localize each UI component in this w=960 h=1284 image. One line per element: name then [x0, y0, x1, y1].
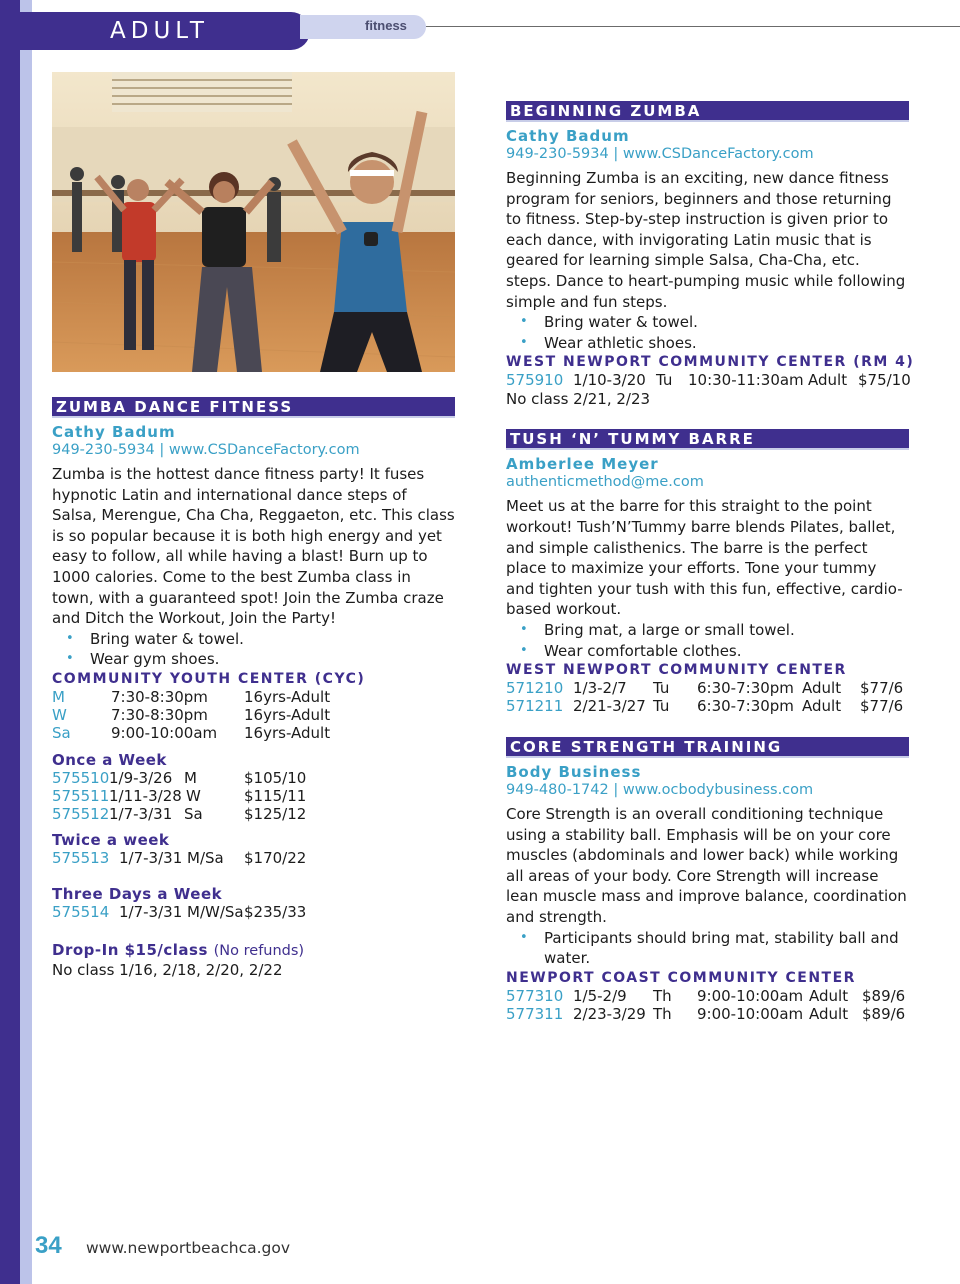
course-code[interactable]: 575512 — [52, 804, 110, 823]
course-fee: $89/6 — [862, 1004, 906, 1023]
instructor-name: Cathy Badum — [52, 423, 176, 441]
course-code[interactable]: 577311 — [506, 1004, 564, 1023]
section-heading: TUSH ‘N’ TUMMY BARRE — [506, 429, 909, 450]
right-column — [506, 101, 915, 1023]
schedule-age: 16yrs-Adult — [244, 705, 331, 724]
course-row — [52, 787, 455, 805]
instructor-name: Body Business — [506, 763, 642, 782]
course-age: Adult — [802, 697, 842, 716]
course-age: Adult — [808, 371, 848, 390]
list-item: • Bring mat, a large or small towel. — [506, 620, 909, 641]
core-strength-section — [506, 737, 909, 1023]
instructor-contact[interactable]: 949-230-5934 | www.CSDanceFactory.com — [52, 442, 360, 458]
course-day: W — [186, 786, 201, 805]
instructor-contact[interactable]: 949-230-5934 | www.CSDanceFactory.com — [506, 146, 814, 162]
course-dates: 1/9-3/26 — [109, 768, 173, 787]
page-number: 34 — [35, 1232, 62, 1259]
header-rule — [426, 26, 960, 27]
drop-in-heading — [52, 941, 455, 960]
course-row — [506, 679, 909, 697]
list-item: • Participants should bring mat, stability ball and water. — [506, 928, 909, 969]
course-fee: $125/12 — [244, 804, 307, 823]
course-code[interactable]: 575510 — [52, 768, 110, 787]
course-code[interactable]: 577310 — [506, 986, 564, 1005]
course-dates: 1/7-3/31 — [109, 804, 173, 823]
sidebar-band — [0, 0, 20, 1284]
instructor-contact[interactable]: authenticmethod@me.com — [506, 474, 704, 491]
schedule-age: 16yrs-Adult — [244, 687, 331, 706]
instructor-contact[interactable]: 949-480-1742 | www.ocbodybusiness.com — [506, 782, 814, 799]
class-description: Meet us at the barre for this straight to the point workout! Tush’N’Tummy barre blends Pilates, ballet, and simple calisthenics. The barre is the perfect place to maximize your efforts. Tone your tummy and tighten your tush with this fun, effective, cardio-based workout. — [506, 497, 903, 619]
schedule-day: M — [52, 687, 65, 706]
schedule-row — [52, 688, 455, 706]
sidebar-band-light — [20, 0, 32, 1284]
course-row — [52, 769, 455, 787]
course-dates: 1/7-3/31 — [119, 848, 183, 867]
beginning-zumba-section — [506, 101, 915, 409]
schedule-row — [52, 724, 455, 742]
course-dates: 1/3-2/7 — [573, 679, 627, 698]
category-label: fitness — [365, 18, 407, 33]
course-dates: 2/21-3/27 — [573, 697, 646, 716]
section-heading: BEGINNING ZUMBA — [506, 101, 909, 122]
class-description: Zumba is the hottest dance fitness party! It fuses hypnotic Latin and international dance steps of Salsa, Merengue, Cha Cha, Reggaeton, etc. This class is so popular because it is both high energy and yet easy to follow, all while having a blast! Burn up to 1000 calories. Come to the best Zumba class in town, with a guaranteed spot! Join the Zumba craze and Ditch the Workout, Join the Party! — [52, 465, 455, 628]
course-day: Tu — [653, 679, 670, 698]
course-dates: 2/23-3/29 — [573, 1004, 646, 1023]
course-day: Tu — [656, 371, 673, 390]
course-age: Adult — [809, 986, 849, 1005]
class-location: COMMUNITY YOUTH CENTER (CYC) — [52, 670, 366, 687]
course-day: Th — [653, 986, 672, 1005]
course-fee: $89/6 — [862, 986, 906, 1005]
class-requirements — [506, 312, 909, 353]
schedule-time: 7:30-8:30pm — [111, 705, 208, 724]
class-requirements — [506, 620, 909, 661]
schedule-age: 16yrs-Adult — [244, 723, 331, 742]
course-dates: 1/10-3/20 — [573, 371, 646, 390]
course-row — [52, 849, 455, 867]
no-class-dates: No class 2/21, 2/23 — [506, 390, 651, 409]
zumba-dance-fitness-section — [52, 397, 455, 980]
course-code[interactable]: 571211 — [506, 697, 564, 716]
schedule-time: 9:00-10:00am — [111, 723, 218, 742]
course-time: 6:30-7:30pm — [697, 679, 794, 698]
course-row — [506, 1005, 909, 1023]
class-description: Beginning Zumba is an exciting, new dance fitness program for seniors, beginners and those returning to fitness. Step-by-step instruction is given prior to each dance, with invigorating Latin music that is geared for learning simple Salsa, Cha-Cha, etc. steps. Dance to heart-pumping music while following simple and fun steps. — [506, 169, 906, 311]
course-day: M/Sa — [187, 848, 224, 867]
course-fee: $77/6 — [860, 697, 904, 716]
section-heading: ZUMBA DANCE FITNESS — [52, 397, 455, 418]
course-fee: $105/10 — [244, 768, 307, 787]
course-dates: 1/11-3/28 — [109, 786, 182, 805]
zumba-class-photo — [52, 72, 455, 372]
course-dates: 1/7-3/31 — [119, 902, 183, 921]
course-day: M/W/Sa — [187, 902, 244, 921]
twice-a-week-heading: Twice a week — [52, 830, 170, 849]
course-row — [506, 697, 909, 715]
course-fee: $77/6 — [860, 679, 904, 698]
class-location: WEST NEWPORT COMMUNITY CENTER — [506, 662, 847, 679]
once-a-week-heading: Once a Week — [52, 750, 167, 769]
course-day: M — [184, 768, 197, 787]
schedule-time: 7:30-8:30pm — [111, 687, 208, 706]
category-pill — [300, 15, 426, 39]
class-location: NEWPORT COAST COMMUNITY CENTER — [506, 969, 856, 986]
course-row — [52, 805, 455, 823]
schedule-day: Sa — [52, 723, 71, 742]
course-day: Tu — [653, 697, 670, 716]
list-item: • Bring water & towel. — [52, 629, 455, 650]
course-code[interactable]: 575910 — [506, 371, 564, 390]
list-item: • Bring water & towel. — [506, 312, 909, 333]
course-day: Th — [653, 1004, 672, 1023]
course-code[interactable]: 575514 — [52, 902, 110, 921]
course-row — [506, 371, 909, 389]
course-time: 6:30-7:30pm — [697, 697, 794, 716]
section-heading: CORE STRENGTH TRAINING — [506, 737, 909, 758]
list-item: • Wear gym shoes. — [52, 649, 455, 670]
instructor-name: Amberlee Meyer — [506, 455, 659, 474]
class-description: Core Strength is an overall conditioning technique using a stability ball. Emphasis will be on your core muscles (abdominals and lower back) while working all areas of your body. Core Strength will increase lean muscle mass and improve balance, coordination and strength. — [506, 805, 907, 927]
course-fee: $115/11 — [244, 786, 307, 805]
schedule-day: W — [52, 705, 67, 724]
zumba-photo-illustration — [52, 72, 455, 372]
course-fee: $75/10 — [858, 371, 911, 390]
no-class-dates: No class 1/16, 2/18, 2/20, 2/22 — [52, 960, 283, 979]
course-code[interactable]: 575513 — [52, 848, 110, 867]
three-days-heading: Three Days a Week — [52, 884, 223, 903]
weekly-schedule — [52, 688, 455, 742]
tush-tummy-section — [506, 429, 909, 715]
instructor-name: Cathy Badum — [506, 127, 630, 145]
course-time: 9:00-10:00am — [697, 1004, 804, 1023]
course-row — [52, 903, 455, 921]
footer-website-link[interactable]: www.newportbeachca.gov — [86, 1239, 291, 1257]
course-time: 10:30-11:30am — [688, 371, 804, 390]
class-requirements — [506, 928, 909, 969]
schedule-row — [52, 706, 455, 724]
course-age: Adult — [802, 679, 842, 698]
class-location: WEST NEWPORT COMMUNITY CENTER (RM 4) — [506, 354, 915, 371]
drop-in-price: Drop-In $15/class — [52, 940, 208, 959]
course-code[interactable]: 571210 — [506, 679, 564, 698]
course-code[interactable]: 575511 — [52, 786, 110, 805]
section-title: ADULT — [110, 18, 209, 44]
drop-in-note: (No refunds) — [213, 942, 305, 959]
course-dates: 1/5-2/9 — [573, 986, 627, 1005]
course-fee: $170/22 — [244, 848, 307, 867]
class-requirements — [52, 629, 455, 670]
course-fee: $235/33 — [244, 902, 307, 921]
list-item: • Wear athletic shoes. — [506, 333, 909, 354]
list-item: • Wear comfortable clothes. — [506, 641, 909, 662]
course-day: Sa — [184, 804, 203, 823]
course-age: Adult — [809, 1004, 849, 1023]
course-row — [506, 987, 909, 1005]
course-time: 9:00-10:00am — [697, 986, 804, 1005]
